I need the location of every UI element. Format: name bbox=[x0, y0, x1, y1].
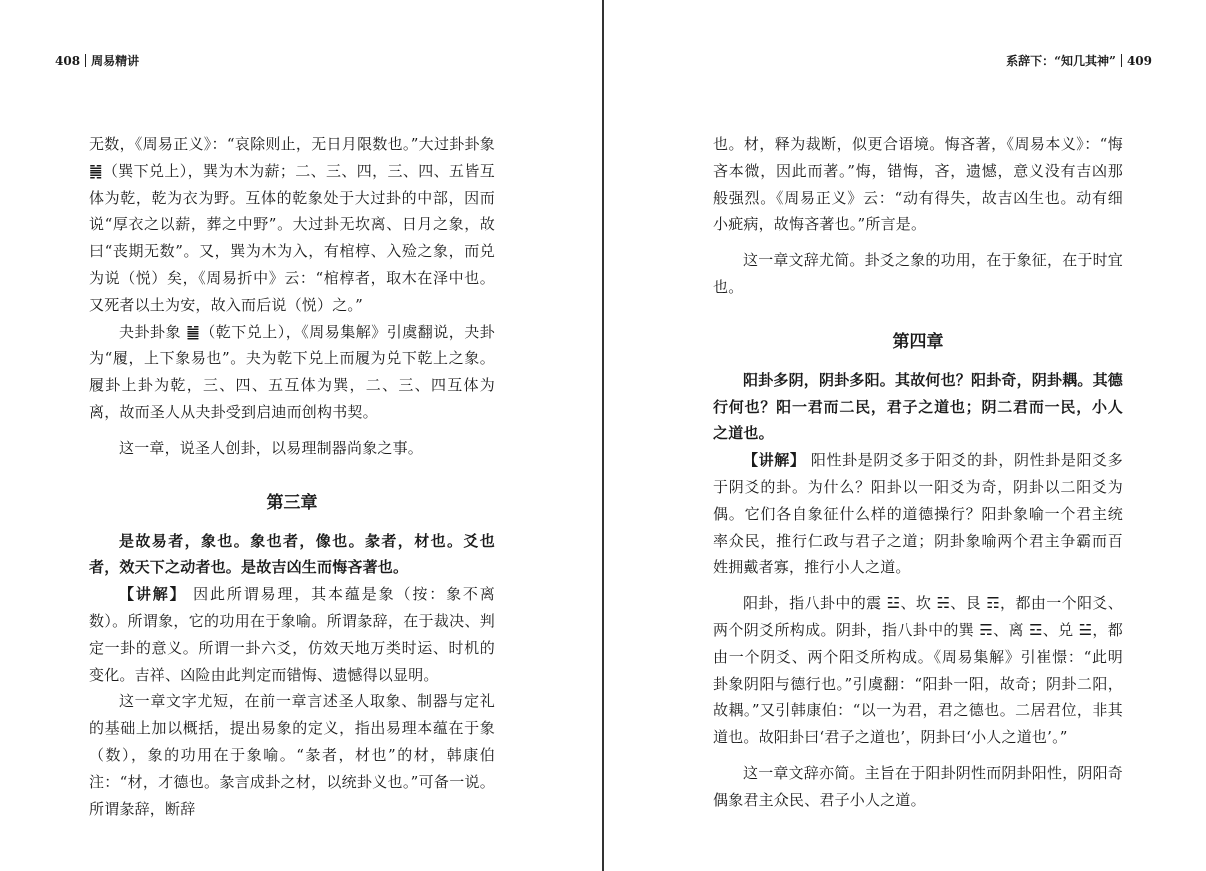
paragraph: 也。材，释为裁断，似更合语境。悔吝著，《周易本义》：“悔吝本微，因此而著。”悔，错悔，吝，遗憾，意义没有吉凶那般强烈。《周易正义》云：“动有得失，故吉凶生也。动有细小疵病，故悔吝著也。”所言是。 bbox=[713, 135, 1123, 234]
left-page-header bbox=[55, 53, 139, 69]
explain-label: 【讲解】 bbox=[119, 585, 187, 604]
explain-text: 因此所谓易理，其本蕴是象（按：象不离数）。所谓象，它的功用在于象喻。所谓彖辞，在于裁决、判定一卦的意义。所谓一卦六爻，仿效天地万类时运、时机的变化。吉祥、凶险由此判定而错悔、遗憾得以显明。 bbox=[89, 585, 496, 684]
explanation-paragraph bbox=[713, 447, 1123, 581]
page-number: 408 bbox=[55, 54, 81, 68]
page-number: 409 bbox=[1126, 54, 1152, 68]
paragraph: 这一章文字尤短，在前一章言述圣人取象、制器与定礼的基础上加以概括，提出易象的定义，指出易理本蕴在于象（数），象的功用在于象喻。“彖者，材也”的材，韩康伯注：“材，才德也。彖言成卦之材，以统卦义也。”可备一说。所谓彖辞，断辞 bbox=[89, 692, 495, 818]
paragraph: 这一章，说圣人创卦，以易理制器尚象之事。 bbox=[119, 438, 424, 457]
paragraph: 无数，《周易正义》：“哀除则止，无日月限数也。”大过卦卦象 ䷛（巽下兑上），巽为木为薪；二、三、四，三、四、五皆互体为乾，乾为衣为野。互体的乾象处于大过卦的中部，因而说“厚衣之以薪，葬之中野”。大过卦无坎离、日月之象，故曰“丧期无数”。又，巽为木为入，有棺椁、入殓之象，而兑为说（悦）矣，《周易折中》云：“棺椁者，取木在泽中也。又死者以土为安，故入而后说（悦）之。” bbox=[89, 135, 495, 314]
explain-label: 【讲解】 bbox=[743, 451, 806, 470]
left-page bbox=[0, 0, 602, 871]
chapter-title: 第四章 bbox=[892, 331, 944, 352]
paragraph: 夬卦卦象 ䷪（乾下兑上），《周易集解》引虞翻说，夬卦为“履，上下象易也”。夬为乾下兑上而履为兑下乾上之象。履卦上卦为乾，三、四、五互体为巽，二、三、四互体为离，故而圣人从夬卦受到启迪而创构书契。 bbox=[89, 322, 495, 421]
right-page bbox=[605, 0, 1206, 871]
right-page-header bbox=[1006, 53, 1152, 69]
classic-text: 阳卦多阴，阴卦多阳。其故何也？阳卦奇，阴卦耦。其德行何也？阳一君而二民，君子之道也；阴二君而一民，小人之道也。 bbox=[713, 370, 1124, 443]
paragraph: 这一章文辞亦简。主旨在于阳卦阴性而阴卦阳性，阴阳奇偶象君主众民、君子小人之道。 bbox=[713, 763, 1124, 809]
explanation-paragraph bbox=[89, 581, 495, 688]
running-head: 周易精讲 bbox=[91, 54, 140, 68]
paragraph: 阳卦，指八卦中的震 ☳、坎 ☵、艮 ☶，都由一个阳爻、两个阴爻所构成。阴卦，指八卦中的巽 ☴、离 ☲、兑 ☱，都由一个阴爻、两个阳爻所构成。《周易集解》引崔憬：“此明卦象阴阳与德行也。”引虞翻：“阳卦一阳，故奇；阴卦二阳，故耦。”又引韩康伯：“以一为君，君之德也。二居君位，非其道也。故阳卦曰‘君子之道也’，阴卦曰‘小人之道也’。” bbox=[713, 594, 1123, 747]
running-head: 系辞下：“知几其神” bbox=[1006, 54, 1116, 68]
header-divider bbox=[1121, 54, 1122, 67]
right-page-body bbox=[713, 131, 1123, 814]
classic-text: 是故易者，象也。象也者，像也。彖者，材也。爻也者，效天下之动者也。是故吉凶生而悔吝著也。 bbox=[89, 531, 495, 577]
chapter-title: 第三章 bbox=[266, 492, 318, 513]
left-page-body bbox=[89, 131, 495, 822]
paragraph: 这一章文辞尤简。卦爻之象的功用，在于象征，在于时宜也。 bbox=[713, 251, 1124, 296]
book-spine bbox=[602, 0, 604, 871]
header-divider bbox=[85, 54, 86, 67]
explain-text: 阳性卦是阴爻多于阳爻的卦，阴性卦是阳爻多于阴爻的卦。为什么？阳卦以一阳爻为奇，阴卦以二阳爻为偶。它们各自象征什么样的道德操行？阳卦象喻一个君主统率众民，推行仁政与君子之道；阴卦象喻两个君主争霸而百姓拥戴者寡，推行小人之道。 bbox=[713, 451, 1124, 577]
